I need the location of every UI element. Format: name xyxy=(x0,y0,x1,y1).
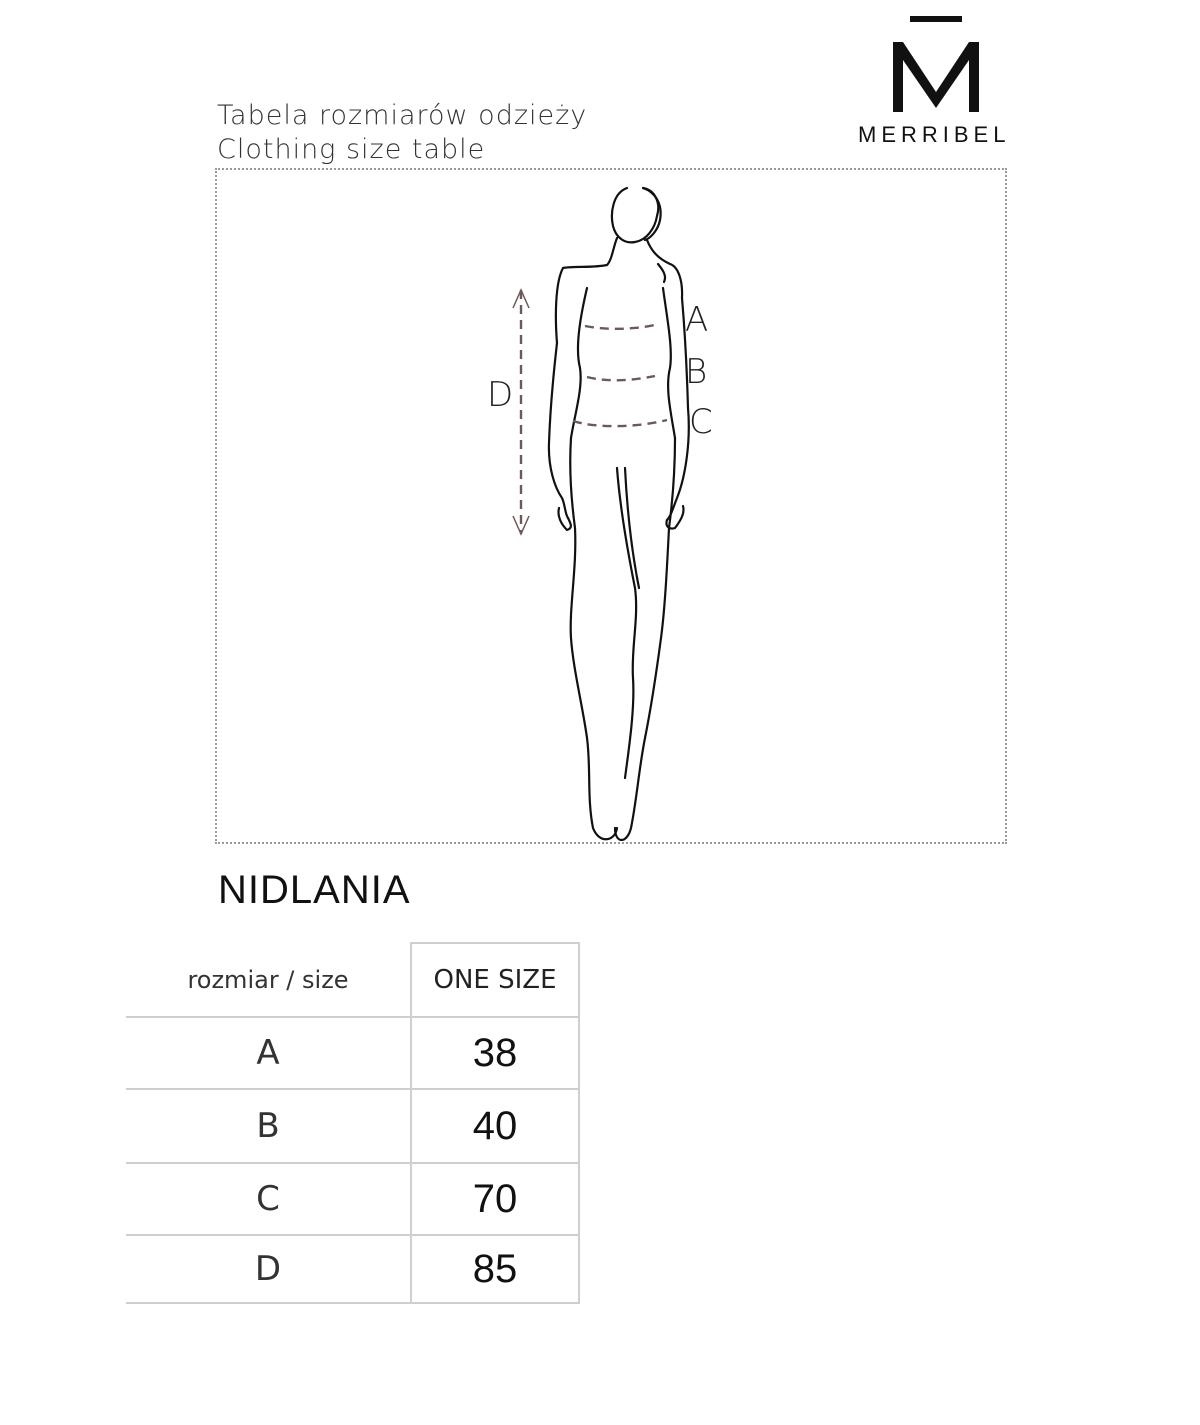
size-table xyxy=(126,942,580,1304)
title-polish: Tabela rozmiarów odzieży xyxy=(217,100,588,131)
table-row xyxy=(126,1017,579,1089)
table-row xyxy=(126,1235,579,1303)
row-value-b: 40 xyxy=(411,1089,579,1163)
waist-line xyxy=(587,376,655,380)
table-row xyxy=(126,1089,579,1163)
row-label-a: A xyxy=(126,1017,411,1089)
label-d: D xyxy=(487,375,514,415)
label-a: A xyxy=(685,300,709,340)
header-one-size: ONE SIZE xyxy=(411,943,579,1017)
row-value-a: 38 xyxy=(411,1017,579,1089)
woman-silhouette xyxy=(549,188,689,840)
row-label-c: C xyxy=(126,1163,411,1235)
measurement-lines xyxy=(521,290,667,534)
label-b: B xyxy=(685,352,708,392)
hip-line xyxy=(573,420,667,426)
row-label-d: D xyxy=(126,1235,411,1303)
product-name: NIDLANIA xyxy=(218,868,411,912)
row-label-b: B xyxy=(126,1089,411,1163)
table-header-row xyxy=(126,943,579,1017)
row-value-d: 85 xyxy=(411,1235,579,1303)
header-size-label: rozmiar / size xyxy=(187,965,349,994)
row-value-c: 70 xyxy=(411,1163,579,1235)
label-c: C xyxy=(689,402,713,442)
body-measurement-figure xyxy=(215,168,1007,844)
table-row xyxy=(126,1163,579,1235)
bust-line xyxy=(585,324,659,329)
brand-name: MERRIBEL xyxy=(858,122,1011,147)
title-english: Clothing size table xyxy=(217,134,486,165)
